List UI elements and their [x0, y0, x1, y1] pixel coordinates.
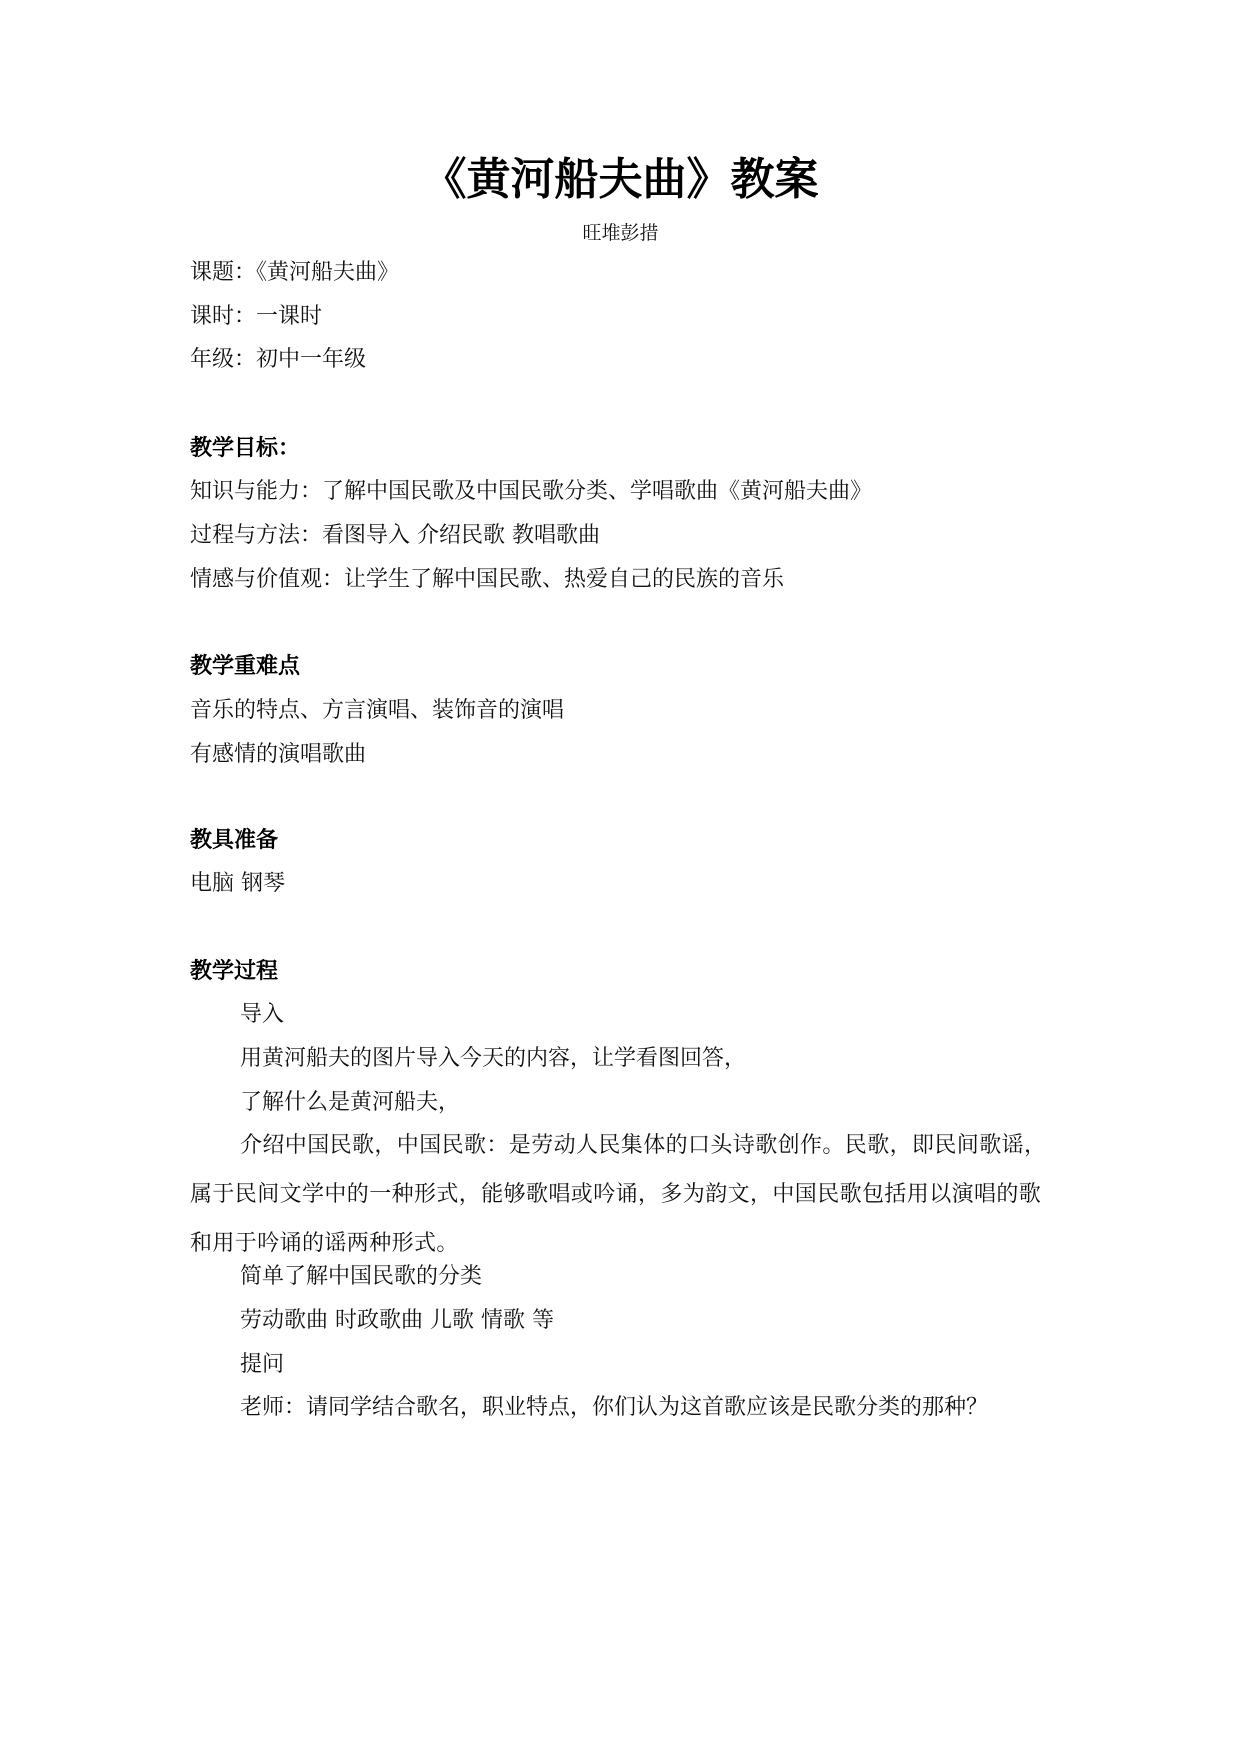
- process-step: 用黄河船夫的图片导入今天的内容，让学看图回答，: [240, 1046, 747, 1071]
- process-step: 劳动歌曲 时政歌曲 儿歌 情歌 等: [240, 1308, 554, 1333]
- process-step: 提问: [240, 1352, 285, 1377]
- document-title: 《黄河船夫曲》教案: [422, 154, 819, 205]
- topic-line: 课题：《黄河船夫曲》: [190, 260, 400, 285]
- author-name: 旺堆彭措: [582, 222, 659, 244]
- folk-song-paragraph: 介绍中国民歌，中国民歌：是劳动人民集体的口头诗歌创作。民歌，即民间歌谣，属于民间文学中的一种形式，能够歌唱或吟诵，多为韵文，中国民歌包括用以演唱的歌和用于吟诵的谣两种形式。: [190, 1133, 1047, 1256]
- tools-heading: 教具准备: [190, 828, 279, 853]
- objective-item: 过程与方法：看图导入 介绍民歌 教唱歌曲: [190, 523, 600, 548]
- grade-line: 年级：初中一年级: [190, 347, 367, 372]
- process-intro: 导入: [240, 1002, 285, 1027]
- key-point-item: 音乐的特点、方言演唱、装饰音的演唱: [190, 698, 565, 723]
- tools-text: 电脑 钢琴: [190, 871, 285, 896]
- objective-item: 知识与能力：了解中国民歌及中国民歌分类、学唱歌曲《黄河船夫曲》: [190, 479, 873, 504]
- objectives-heading: 教学目标：: [190, 436, 301, 461]
- teacher-question: 老师：请同学结合歌名，职业特点，你们认为这首歌应该是民歌分类的那种？: [240, 1395, 989, 1420]
- period-line: 课时：一课时: [190, 304, 323, 329]
- process-step: 了解什么是黄河船夫，: [240, 1090, 461, 1115]
- process-heading: 教学过程: [190, 959, 279, 984]
- key-point-item: 有感情的演唱歌曲: [190, 742, 367, 767]
- process-step: 简单了解中国民歌的分类: [240, 1264, 483, 1289]
- key-points-heading: 教学重难点: [190, 654, 301, 679]
- objective-item: 情感与价值观：让学生了解中国民歌、热爱自己的民族的音乐: [190, 567, 785, 592]
